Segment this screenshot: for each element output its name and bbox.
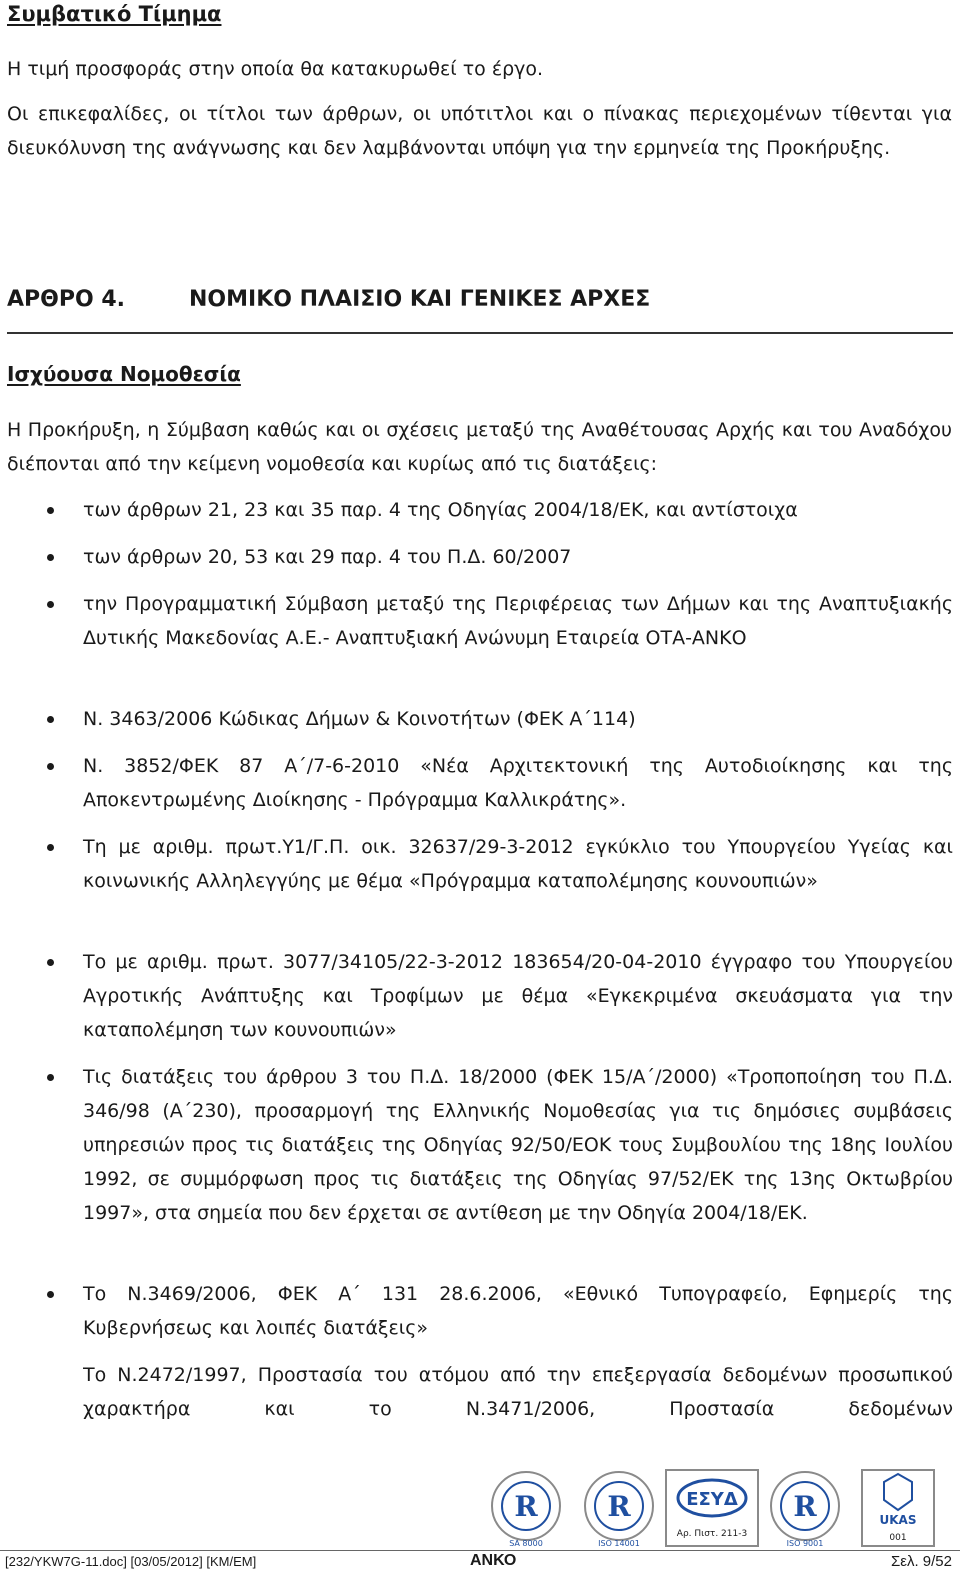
list-item xyxy=(83,702,953,736)
list-item xyxy=(83,830,953,898)
list-item xyxy=(83,749,953,817)
organization-name: ΑΝΚΟ xyxy=(470,1552,517,1569)
list-item xyxy=(83,1277,953,1345)
list-item-text: Το Ν.2472/1997, Προστασία του ατόμου από την επεξεργασία δεδομένων προσωπικού χαρακτήρα και το Ν.3471/2006, Προστασία δεδομένων xyxy=(83,1364,953,1420)
list-item xyxy=(83,587,953,655)
list-item xyxy=(83,493,953,527)
svg-text:R: R xyxy=(793,1490,817,1523)
list-item xyxy=(83,540,953,574)
quality-cert-r-logo xyxy=(751,1466,859,1550)
certification-logos xyxy=(472,1466,952,1550)
bullet-icon xyxy=(47,1074,54,1081)
list-item-text: την Προγραμματική Σύμβαση μεταξύ της Περιφέρειας των Δήμων και της Αναπτυξιακής Δυτικής Μακεδονίας Α.Ε.- Αναπτυξιακή Ανώνυμη Εταιρεία ΟΤΑ-ΑΝΚΟ xyxy=(83,593,953,649)
bullet-icon xyxy=(47,507,54,514)
legislation-subheading: Ισχύουσα Νομοθεσία xyxy=(7,362,241,386)
list-item-text: Το Ν.3469/2006, ΦΕΚ Α΄ 131 28.6.2006, «Εθνικό Τυπογραφείο, Εφημερίς της Κυβερνήσεως και λοιπές διατάξεις» xyxy=(83,1283,953,1339)
bullet-icon xyxy=(47,763,54,770)
contract-price-heading: Συμβατικό Τίμημα xyxy=(7,2,222,26)
list-item-text: Το με αριθμ. πρωτ. 3077/34105/22-3-2012 183654/20-04-2010 έγγραφο του Υπουργείου Αγροτικής Ανάπτυξης και Τροφίμων με θέμα «Εγκεκριμένα σκευάσματα για την καταπολέμηση των κουνουπιών» xyxy=(83,951,953,1041)
quality-cert-r-logo xyxy=(565,1466,673,1550)
bullet-icon xyxy=(47,554,54,561)
list-item xyxy=(83,1060,953,1230)
logo-caption: SA 8000 xyxy=(509,1539,543,1548)
list-item-text: Τη με αριθμ. πρωτ.Υ1/Γ.Π. οικ. 32637/29-3-2012 εγκύκλιο του Υπουργείου Υγείας και κοινωνικής Αλληλεγγύης με θέμα «Πρόγραμμα καταπολέμησης κουνουπιών» xyxy=(83,836,953,892)
article-title: ΝΟΜΙΚΟ ΠΛΑΙΣΙΟ ΚΑΙ ΓΕΝΙΚΕΣ ΑΡΧΕΣ xyxy=(189,287,651,312)
list-item xyxy=(83,1358,953,1426)
page-number: Σελ. 9/52 xyxy=(891,1553,952,1570)
list-item-text: Τις διατάξεις του άρθρου 3 του Π.Δ. 18/2000 (ΦΕΚ 15/Α΄/2000) «Τροποποίηση του Π.Δ. 346/98 (Α΄230), προσαρμογή της Ελληνικής Νομοθεσίας για τις δημόσιες συμβάσεις υπηρεσιών προς τις διατάξεις της Οδηγίας 92/50/ΕΟΚ τους Συμβουλίου της 18ης Ιουλίου 1992, σε συμμόρφωση προς τις διατάξεις της Οδηγίας 97/52/ΕΚ της 13ης Οκτωβρίου 1997», στα σημεία που δεν έρχεται σε αντίθεση με την Οδηγία 2004/18/ΕΚ. xyxy=(83,1066,953,1224)
list-item-text: Ν. 3852/ΦΕΚ 87 Α΄/7-6-2010 «Νέα Αρχιτεκτονική της Αυτοδιοίκησης και της Αποκεντρωμένης Διοίκησης - Πρόγραμμα Καλλικράτης». xyxy=(83,755,953,811)
svg-text:ΕΣΥΔ: ΕΣΥΔ xyxy=(686,1489,738,1510)
esyd-accreditation-logo xyxy=(658,1466,766,1550)
svg-text:R: R xyxy=(514,1490,538,1523)
list-item-text: Ν. 3463/2006 Κώδικας Δήμων & Κοινοτήτων (ΦΕΚ Α΄114) xyxy=(83,708,636,730)
page-footer xyxy=(0,1552,960,1572)
list-item-text: των άρθρων 21, 23 και 35 παρ. 4 της Οδηγίας 2004/18/ΕΚ, και αντίστοιχα xyxy=(83,499,798,521)
article-header xyxy=(7,282,953,334)
document-reference: [232/YKW7G-11.doc] [03/05/2012] [KM/EM] xyxy=(5,1554,257,1569)
logo-caption: ISO 14001 xyxy=(598,1539,640,1548)
svg-text:R: R xyxy=(607,1490,631,1523)
svg-text:UKAS: UKAS xyxy=(879,1513,917,1527)
article-number: ΑΡΘΡΟ 4. xyxy=(7,287,126,312)
bullet-icon xyxy=(47,716,54,723)
list-item xyxy=(83,945,953,1047)
logo-caption: ISO 9001 xyxy=(786,1539,824,1548)
bullet-icon xyxy=(47,1291,54,1298)
legislation-intro-paragraph: Η Προκήρυξη, η Σύμβαση καθώς και οι σχέσεις μεταξύ της Αναθέτουσας Αρχής και του Αναδόχου διέπονται από την κείμενη νομοθεσία και κυρίως από τις διατάξεις: xyxy=(7,419,952,475)
ukas-quality-management-logo xyxy=(844,1466,952,1550)
bullet-icon xyxy=(47,844,54,851)
bullet-icon xyxy=(47,959,54,966)
list-item-text: των άρθρων 20, 53 και 29 παρ. 4 του Π.Δ. 60/2007 xyxy=(83,546,572,568)
logo-caption: 001 xyxy=(889,1533,907,1543)
quality-cert-r-logo xyxy=(472,1466,580,1550)
logo-caption: Αρ. Πιστ. 211-3 xyxy=(676,1529,748,1539)
headings-disclaimer-paragraph: Οι επικεφαλίδες, οι τίτλοι των άρθρων, οι υπότιτλοι και ο πίνακας περιεχομένων τίθενται για διευκόλυνση της ανάγνωσης και δεν λαμβάνονται υπόψη για την ερμηνεία της Προκήρυξης. xyxy=(7,103,952,159)
bullet-icon xyxy=(47,601,54,608)
price-paragraph: Η τιμή προσφοράς στην οποία θα κατακυρωθεί το έργο. xyxy=(7,58,544,80)
